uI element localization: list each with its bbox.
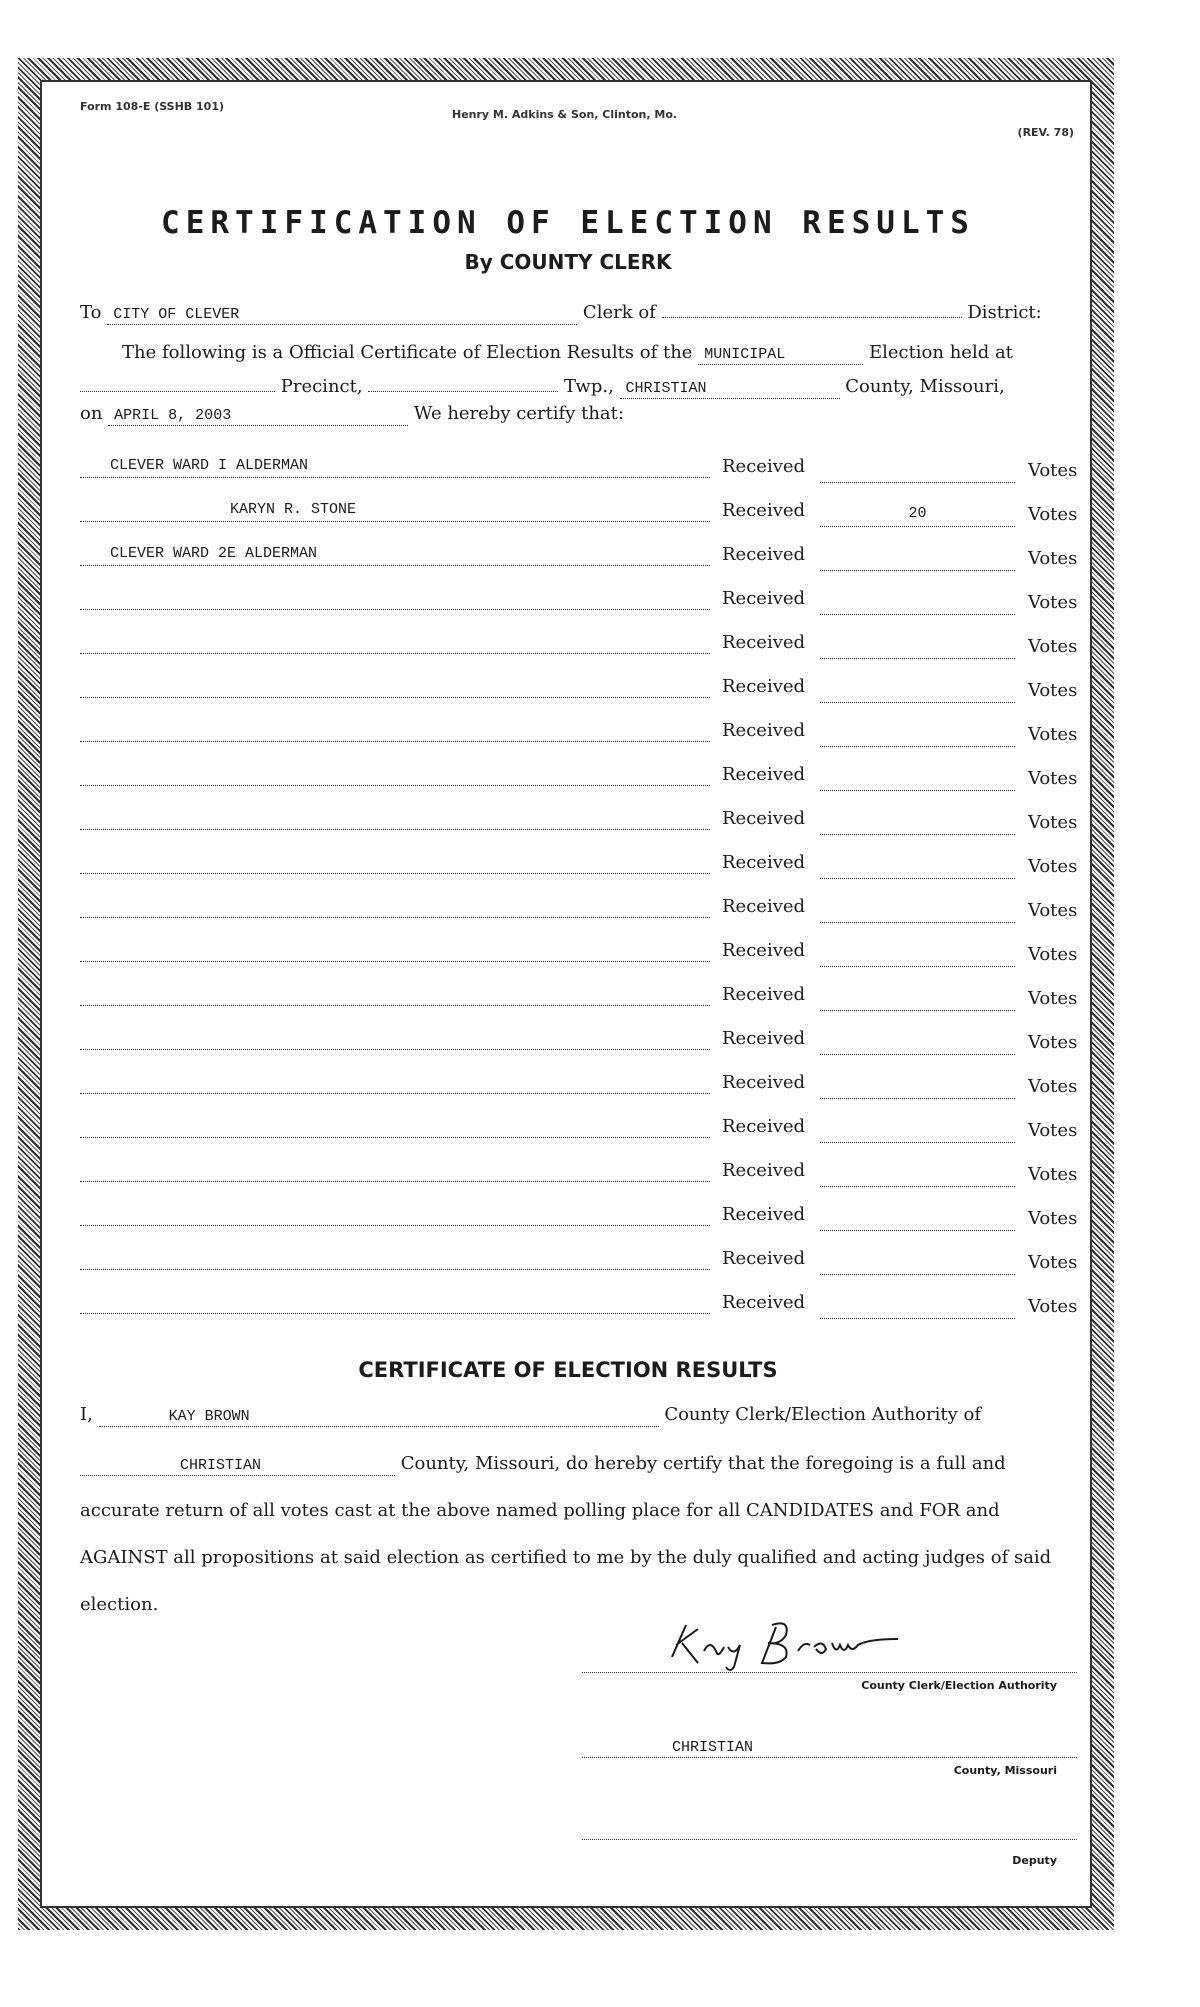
following-line	[122, 342, 1074, 365]
certificate-heading: CERTIFICATE OF ELECTION RESULTS	[358, 1358, 778, 1382]
publisher: Henry M. Adkins & Son, Clinton, Mo.	[452, 108, 678, 121]
candidate-field	[80, 718, 710, 742]
received-label: Received	[722, 1116, 806, 1137]
candidate-field	[80, 850, 710, 874]
votes-value	[820, 1118, 1015, 1143]
table-row	[80, 450, 1078, 494]
votes-value	[820, 1162, 1015, 1187]
votes-label: Votes	[1028, 636, 1078, 657]
votes-value	[820, 458, 1015, 483]
form-id: Form 108-E (SSHB 101)	[80, 100, 224, 113]
candidate-field: CLEVER WARD I ALDERMAN	[80, 454, 710, 478]
received-label: Received	[722, 1028, 806, 1049]
votes-label: Votes	[1028, 768, 1078, 789]
table-row	[80, 582, 1078, 626]
votes-label: Votes	[1028, 680, 1078, 701]
votes-value	[820, 854, 1015, 879]
authority-label: County Clerk/Election Authority of	[664, 1404, 981, 1425]
deputy-line	[582, 1812, 1077, 1840]
table-row	[80, 1022, 1078, 1066]
table-row	[80, 978, 1078, 1022]
candidate-field	[80, 894, 710, 918]
county-missouri-label: County, Missouri,	[845, 376, 1005, 397]
votes-value	[820, 722, 1015, 747]
table-row	[80, 494, 1078, 538]
votes-value	[820, 1206, 1015, 1231]
votes-value	[820, 634, 1015, 659]
table-row	[80, 802, 1078, 846]
votes-value	[820, 1030, 1015, 1055]
candidate-field: CLEVER WARD 2E ALDERMAN	[80, 542, 710, 566]
twp-label: Twp.,	[564, 376, 614, 397]
candidate-field	[80, 1114, 710, 1138]
candidate-field	[80, 1202, 710, 1226]
candidate-field	[80, 586, 710, 610]
table-row	[80, 1110, 1078, 1154]
table-row	[80, 714, 1078, 758]
date-line	[80, 403, 1074, 426]
to-line	[80, 298, 1074, 325]
table-row	[80, 626, 1078, 670]
certificate-body-text: County, Missouri, do hereby certify that the foregoing is a full and accurate return of all votes cast at the above named polling place for all CANDIDATES and FOR and AGAINST all propositions at said election as certified to me by the duly qualified and acting judges of said election.	[80, 1453, 1052, 1615]
votes-value	[820, 766, 1015, 791]
votes-label: Votes	[1028, 812, 1078, 833]
candidate-field	[80, 674, 710, 698]
candidate-field: KARYN R. STONE	[80, 498, 710, 522]
date-value: APRIL 8, 2003	[108, 406, 408, 426]
election-held-label: Election held at	[868, 342, 1013, 363]
table-row	[80, 1066, 1078, 1110]
precinct-value	[368, 372, 558, 392]
votes-label: Votes	[1028, 856, 1078, 877]
clerk-of-label: Clerk of	[582, 302, 656, 323]
table-row	[80, 846, 1078, 890]
received-label: Received	[722, 984, 806, 1005]
election-type: MUNICIPAL	[698, 345, 863, 365]
votes-value	[820, 942, 1015, 967]
certificate-page	[62, 100, 1078, 1900]
county-sig-block	[582, 1730, 1077, 1777]
candidate-field	[80, 982, 710, 1006]
votes-value	[820, 986, 1015, 1011]
votes-label: Votes	[1028, 1296, 1078, 1317]
received-label: Received	[722, 588, 806, 609]
received-label: Received	[722, 720, 806, 741]
deputy-caption: Deputy	[1012, 1854, 1057, 1867]
candidate-field	[80, 630, 710, 654]
received-label: Received	[722, 1204, 806, 1225]
table-row	[80, 890, 1078, 934]
candidate-field	[80, 806, 710, 830]
candidate-field	[80, 1158, 710, 1182]
certificate-county: CHRISTIAN	[80, 1456, 395, 1476]
received-label: Received	[722, 1072, 806, 1093]
precinct-label: Precinct,	[280, 376, 363, 397]
received-label: Received	[722, 632, 806, 653]
candidate-field	[80, 1070, 710, 1094]
county-sig-value: CHRISTIAN	[582, 1730, 1077, 1758]
certificate-body	[80, 1440, 1074, 1628]
votes-label: Votes	[1028, 724, 1078, 745]
handwritten-signature	[652, 1617, 952, 1677]
votes-label: Votes	[1028, 548, 1078, 569]
votes-value	[820, 590, 1015, 615]
following-text: The following is a Official Certificate of Election Results of the	[122, 342, 693, 363]
received-label: Received	[722, 1248, 806, 1269]
table-row	[80, 1286, 1078, 1330]
precinct-line	[80, 372, 1074, 399]
county-value: CHRISTIAN	[620, 379, 840, 399]
votes-value	[820, 678, 1015, 703]
votes-label: Votes	[1028, 900, 1078, 921]
signature-block	[582, 1645, 1077, 1692]
results-table	[80, 450, 1078, 1330]
district-label: District:	[967, 302, 1042, 323]
votes-label: Votes	[1028, 1120, 1078, 1141]
received-label: Received	[722, 1160, 806, 1181]
votes-label: Votes	[1028, 1032, 1078, 1053]
page-subtitle: By COUNTY CLERK	[464, 250, 672, 274]
clerk-of-value	[662, 298, 962, 318]
votes-label: Votes	[1028, 1076, 1078, 1097]
table-row	[80, 934, 1078, 978]
votes-value	[820, 810, 1015, 835]
certify-label: We hereby certify that:	[413, 403, 624, 424]
to-value: CITY OF CLEVER	[107, 305, 577, 325]
received-label: Received	[722, 764, 806, 785]
signature-caption: County Clerk/Election Authority	[861, 1679, 1057, 1692]
received-label: Received	[722, 500, 806, 521]
to-label: To	[80, 302, 102, 323]
received-label: Received	[722, 676, 806, 697]
received-label: Received	[722, 808, 806, 829]
table-row	[80, 758, 1078, 802]
table-row	[80, 538, 1078, 582]
votes-value	[820, 1250, 1015, 1275]
votes-label: Votes	[1028, 1252, 1078, 1273]
county-sig-caption: County, Missouri	[953, 1764, 1057, 1777]
votes-label: Votes	[1028, 1208, 1078, 1229]
received-label: Received	[722, 544, 806, 565]
votes-value	[820, 898, 1015, 923]
candidate-field	[80, 1246, 710, 1270]
table-row	[80, 670, 1078, 714]
table-row	[80, 1154, 1078, 1198]
votes-value	[820, 1294, 1015, 1319]
votes-label: Votes	[1028, 944, 1078, 965]
table-row	[80, 1242, 1078, 1286]
candidate-field	[80, 1026, 710, 1050]
received-label: Received	[722, 456, 806, 477]
received-label: Received	[722, 1292, 806, 1313]
location-value	[80, 372, 275, 392]
table-row	[80, 1198, 1078, 1242]
votes-label: Votes	[1028, 504, 1078, 525]
received-label: Received	[722, 852, 806, 873]
revision: (REV. 78)	[1017, 126, 1074, 139]
votes-label: Votes	[1028, 1164, 1078, 1185]
votes-label: Votes	[1028, 592, 1078, 613]
deputy-block	[582, 1812, 1077, 1867]
votes-label: Votes	[1028, 460, 1078, 481]
received-label: Received	[722, 940, 806, 961]
on-label: on	[80, 403, 103, 424]
signature-line	[582, 1645, 1077, 1673]
candidate-field	[80, 938, 710, 962]
votes-value	[820, 1074, 1015, 1099]
candidate-field	[80, 762, 710, 786]
received-label: Received	[722, 896, 806, 917]
page-title: CERTIFICATION OF ELECTION RESULTS	[161, 205, 975, 241]
votes-value: 20	[820, 502, 1015, 527]
votes-label: Votes	[1028, 988, 1078, 1009]
candidate-field	[80, 1290, 710, 1314]
clerk-name: KAY BROWN	[99, 1407, 659, 1427]
votes-value	[820, 546, 1015, 571]
clerk-line	[80, 1404, 1074, 1427]
i-label: I,	[80, 1404, 93, 1425]
